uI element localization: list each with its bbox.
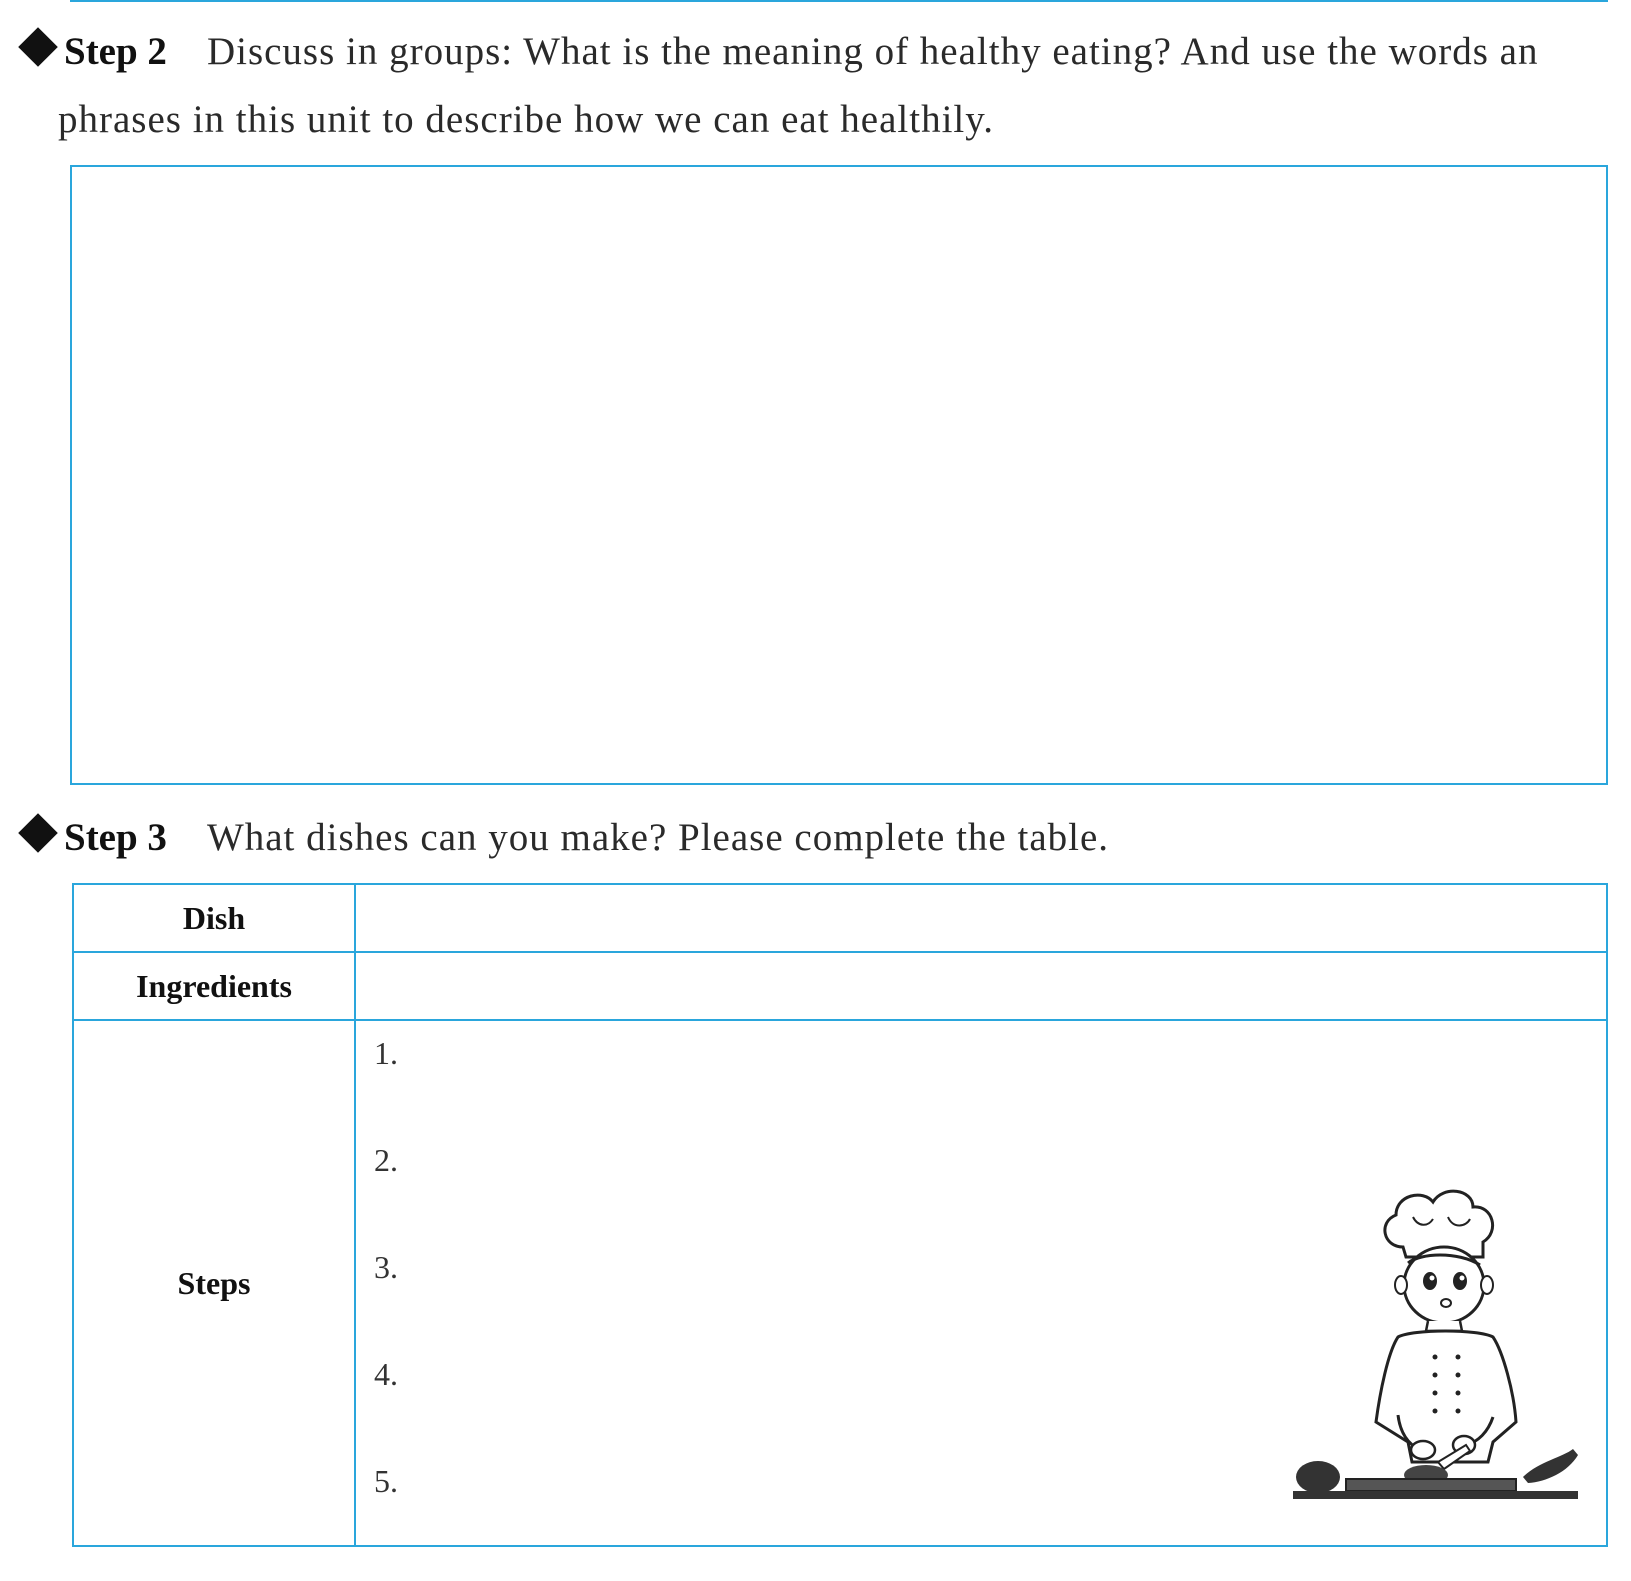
dish-label: Dish (73, 884, 355, 952)
diamond-icon (18, 27, 58, 67)
step3-label: Step 3 (64, 816, 167, 859)
step-number-2: 2. (374, 1142, 398, 1178)
step2-instruction: Discuss in groups: What is the meaning of healthy eating? And use the words an (206, 30, 1539, 73)
step-number-5: 5. (374, 1463, 398, 1499)
ingredients-label: Ingredients (73, 952, 355, 1020)
step-number-1: 1. (374, 1035, 398, 1071)
table-row-steps (73, 1020, 1607, 1546)
step3-heading (16, 804, 1109, 872)
step3-instruction: What dishes can you make? Please complete the table. (206, 816, 1110, 859)
step-number-3: 3. (374, 1249, 398, 1285)
step2-answer-box[interactable] (70, 165, 1608, 785)
step-number-4: 4. (374, 1356, 398, 1392)
chef-illustration-icon (1288, 1177, 1588, 1507)
step2-line2: phrases in this unit to describe how we can eat healthily. (58, 98, 994, 141)
steps-answer-cell[interactable] (355, 1020, 1607, 1546)
ingredients-answer-cell[interactable] (355, 952, 1607, 1020)
dish-table (72, 883, 1608, 1547)
table-row-ingredients (73, 952, 1607, 1020)
table-row-dish (73, 884, 1607, 952)
steps-list (356, 1021, 1606, 1545)
step2-heading (16, 18, 1629, 154)
dish-answer-cell[interactable] (355, 884, 1607, 952)
top-rule (70, 0, 1608, 2)
diamond-icon (18, 813, 58, 853)
step2-label: Step 2 (64, 30, 167, 73)
step2-line1 (16, 18, 1629, 86)
steps-label: Steps (73, 1020, 355, 1546)
